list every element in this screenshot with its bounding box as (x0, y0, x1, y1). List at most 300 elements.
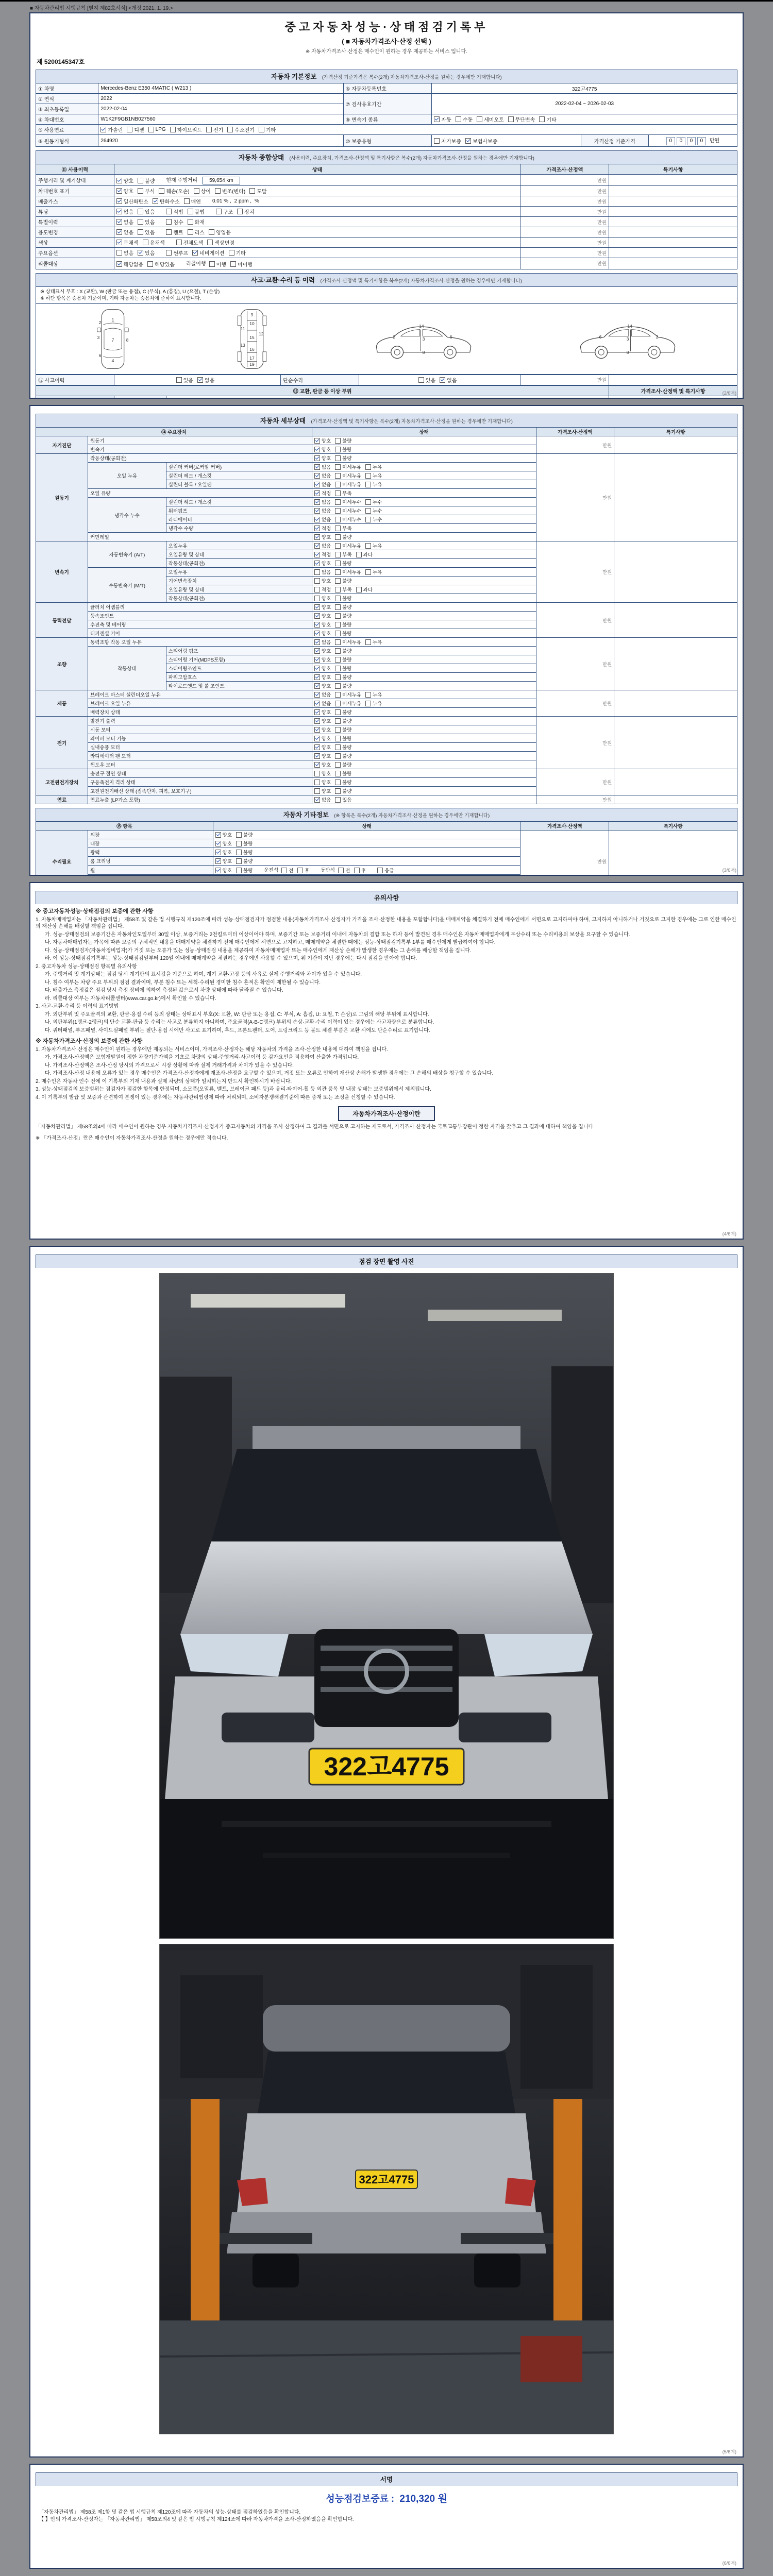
checkbox-양호[interactable] (314, 446, 331, 453)
checked-box-icon[interactable] (314, 622, 320, 628)
checked-box-icon[interactable] (314, 534, 320, 540)
unchecked-box-icon[interactable] (335, 517, 341, 522)
unchecked-box-icon[interactable] (335, 613, 341, 619)
checkbox-수소전기[interactable] (227, 126, 255, 133)
checkbox-미세누유[interactable] (335, 700, 361, 707)
checkbox-불량[interactable] (335, 735, 351, 742)
checked-box-icon[interactable] (116, 198, 122, 204)
checked-box-icon[interactable] (116, 178, 122, 183)
unchecked-box-icon[interactable] (314, 569, 320, 575)
checkbox-있음[interactable] (176, 376, 193, 384)
checkbox-불량[interactable] (335, 560, 351, 567)
checked-box-icon[interactable] (215, 832, 221, 838)
checked-box-icon[interactable] (314, 709, 320, 715)
checkbox-양호[interactable] (314, 454, 331, 462)
unchecked-box-icon[interactable] (434, 138, 440, 144)
checked-box-icon[interactable] (314, 736, 320, 741)
unchecked-box-icon[interactable] (314, 596, 320, 601)
unchecked-box-icon[interactable] (354, 868, 360, 873)
checkbox-불량[interactable] (335, 743, 351, 751)
checkbox-네비게이션[interactable] (192, 249, 224, 257)
checkbox-하이브리드[interactable] (170, 126, 202, 133)
unchecked-box-icon[interactable] (314, 771, 320, 776)
checkbox-과다[interactable] (356, 551, 373, 558)
unchecked-box-icon[interactable] (188, 219, 193, 225)
unchecked-box-icon[interactable] (335, 596, 341, 601)
checkbox-있음[interactable] (138, 208, 155, 215)
checkbox-없음[interactable] (116, 208, 133, 215)
checkbox-양호[interactable] (116, 187, 133, 195)
checkbox-불량[interactable] (335, 647, 351, 654)
checked-box-icon[interactable] (314, 561, 320, 566)
unchecked-box-icon[interactable] (508, 116, 514, 122)
checkbox-있음[interactable] (335, 796, 351, 803)
checkbox-부족[interactable] (335, 524, 351, 532)
checked-box-icon[interactable] (116, 219, 122, 225)
unchecked-box-icon[interactable] (143, 240, 148, 245)
unchecked-box-icon[interactable] (365, 482, 371, 487)
checkbox-색상변경[interactable] (207, 239, 234, 246)
checkbox-양호[interactable] (215, 857, 232, 865)
checkbox-구조[interactable] (216, 208, 233, 215)
checked-box-icon[interactable] (116, 209, 122, 214)
checkbox-누유[interactable] (365, 481, 382, 488)
unchecked-box-icon[interactable] (335, 701, 341, 706)
checkbox-디젤[interactable] (127, 126, 144, 133)
checkbox-양호[interactable] (314, 682, 331, 689)
checkbox-기타[interactable] (539, 115, 556, 123)
unchecked-box-icon[interactable] (335, 674, 341, 680)
checkbox-전[interactable] (281, 867, 293, 874)
unchecked-box-icon[interactable] (184, 198, 190, 204)
checkbox-과다[interactable] (356, 586, 373, 593)
checkbox-누유[interactable] (365, 472, 382, 479)
checkbox-양호[interactable] (314, 437, 331, 444)
checkbox-없음[interactable] (314, 507, 331, 514)
checkbox-없음[interactable] (314, 516, 331, 523)
checkbox-불량[interactable] (335, 454, 351, 462)
checkbox-미세누유[interactable] (335, 463, 361, 470)
checked-box-icon[interactable] (314, 543, 320, 549)
checked-box-icon[interactable] (314, 639, 320, 645)
checkbox-적정[interactable] (314, 524, 331, 532)
checkbox-부족[interactable] (335, 489, 351, 497)
checkbox-수동[interactable] (456, 115, 473, 123)
unchecked-box-icon[interactable] (297, 868, 303, 873)
checked-box-icon[interactable] (314, 744, 320, 750)
checked-box-icon[interactable] (192, 250, 198, 256)
checkbox-불량[interactable] (236, 849, 253, 856)
unchecked-box-icon[interactable] (166, 250, 172, 256)
checkbox-양호[interactable] (314, 770, 331, 777)
checked-box-icon[interactable] (314, 455, 320, 461)
checkbox-없음[interactable] (314, 481, 331, 488)
unchecked-box-icon[interactable] (116, 250, 122, 256)
checkbox-없음[interactable] (314, 638, 331, 646)
checkbox-전체도색[interactable] (176, 239, 204, 246)
checkbox-불량[interactable] (335, 787, 351, 794)
checkbox-양호[interactable] (314, 656, 331, 663)
unchecked-box-icon[interactable] (335, 631, 341, 636)
unchecked-box-icon[interactable] (338, 868, 344, 873)
checked-box-icon[interactable] (314, 683, 320, 689)
checked-box-icon[interactable] (314, 508, 320, 514)
unchecked-box-icon[interactable] (335, 499, 341, 505)
checkbox-불량[interactable] (335, 437, 351, 444)
checkbox-미세누유[interactable] (335, 472, 361, 479)
checked-box-icon[interactable] (434, 116, 440, 122)
checked-box-icon[interactable] (314, 613, 320, 619)
checkbox-양호[interactable] (314, 577, 331, 584)
checked-box-icon[interactable] (314, 718, 320, 724)
checkbox-불량[interactable] (335, 603, 351, 611)
checkbox-5. 라디에이터서포트(볼트체결부품)[interactable] (308, 397, 394, 399)
checkbox-변조(변타)[interactable] (215, 187, 245, 195)
checkbox-불량[interactable] (138, 177, 155, 184)
checkbox-세미오토[interactable] (477, 115, 504, 123)
checkbox-훼손(오손)[interactable] (159, 187, 189, 195)
checkbox-불량[interactable] (335, 656, 351, 663)
checkbox-침수[interactable] (166, 218, 183, 226)
checkbox-누유[interactable] (365, 463, 382, 470)
checkbox-양호[interactable] (215, 840, 232, 847)
unchecked-box-icon[interactable] (335, 639, 341, 645)
checkbox-장치[interactable] (237, 208, 254, 215)
checked-box-icon[interactable] (116, 240, 122, 245)
checkbox-누유[interactable] (365, 700, 382, 707)
checkbox-탄화수소[interactable] (153, 197, 180, 205)
checkbox-4. 트렁크 리드[interactable] (264, 397, 304, 399)
checkbox-미세누수[interactable] (335, 516, 361, 523)
checkbox-양호[interactable] (314, 560, 331, 567)
unchecked-box-icon[interactable] (209, 229, 214, 235)
checked-box-icon[interactable] (116, 188, 122, 194)
checked-box-icon[interactable] (197, 377, 203, 383)
checkbox-보험사보증[interactable] (465, 137, 497, 145)
checked-box-icon[interactable] (314, 631, 320, 636)
checkbox-양호[interactable] (314, 717, 331, 724)
unchecked-box-icon[interactable] (335, 648, 341, 654)
checked-box-icon[interactable] (314, 762, 320, 768)
unchecked-box-icon[interactable] (335, 464, 341, 470)
checkbox-양호[interactable] (314, 612, 331, 619)
checkbox-양호[interactable] (314, 735, 331, 742)
checkbox-적정[interactable] (314, 586, 331, 593)
checked-box-icon[interactable] (314, 692, 320, 698)
checked-box-icon[interactable] (215, 850, 221, 855)
unchecked-box-icon[interactable] (335, 438, 341, 444)
checkbox-불량[interactable] (335, 682, 351, 689)
checkbox-있음[interactable] (138, 249, 155, 257)
checkbox-기타[interactable] (259, 126, 276, 133)
unchecked-box-icon[interactable] (335, 657, 341, 663)
checkbox-해당있음[interactable] (147, 260, 175, 268)
checkbox-불량[interactable] (236, 867, 253, 874)
checkbox-양호[interactable] (314, 743, 331, 751)
unchecked-box-icon[interactable] (159, 188, 164, 194)
unchecked-box-icon[interactable] (236, 832, 242, 838)
checkbox-2. 프론트펜더[interactable] (195, 397, 233, 399)
unchecked-box-icon[interactable] (314, 587, 320, 592)
checkbox-후[interactable] (354, 867, 366, 874)
unchecked-box-icon[interactable] (314, 788, 320, 794)
checkbox-일산화탄소[interactable] (116, 197, 148, 205)
checkbox-전[interactable] (338, 867, 350, 874)
unchecked-box-icon[interactable] (147, 261, 153, 267)
checkbox-양호[interactable] (314, 603, 331, 611)
unchecked-box-icon[interactable] (236, 850, 242, 855)
checkbox-이행[interactable] (209, 260, 226, 268)
unchecked-box-icon[interactable] (335, 604, 341, 610)
unchecked-box-icon[interactable] (335, 622, 341, 628)
checkbox-양호[interactable] (314, 630, 331, 637)
checkbox-양호[interactable] (116, 177, 133, 184)
unchecked-box-icon[interactable] (335, 490, 341, 496)
checkbox-자동[interactable] (434, 115, 451, 123)
unchecked-box-icon[interactable] (188, 209, 193, 214)
unchecked-box-icon[interactable] (195, 398, 201, 399)
unchecked-box-icon[interactable] (209, 261, 215, 267)
checkbox-양호[interactable] (314, 787, 331, 794)
checkbox-불량[interactable] (335, 621, 351, 628)
unchecked-box-icon[interactable] (138, 178, 143, 183)
unchecked-box-icon[interactable] (170, 127, 176, 132)
checkbox-없음[interactable] (314, 463, 331, 470)
checked-box-icon[interactable] (314, 648, 320, 654)
checkbox-누유[interactable] (365, 638, 382, 646)
unchecked-box-icon[interactable] (194, 188, 199, 194)
unchecked-box-icon[interactable] (335, 718, 341, 724)
checked-box-icon[interactable] (314, 797, 320, 803)
unchecked-box-icon[interactable] (308, 398, 313, 399)
unchecked-box-icon[interactable] (335, 447, 341, 452)
checkbox-불량[interactable] (335, 752, 351, 759)
checkbox-미세누수[interactable] (335, 507, 361, 514)
checkbox-미세누유[interactable] (335, 542, 361, 549)
checkbox-불량[interactable] (335, 761, 351, 768)
checked-box-icon[interactable] (153, 198, 158, 204)
checkbox-양호[interactable] (215, 831, 232, 838)
checkbox-적정[interactable] (314, 551, 331, 558)
checkbox-후[interactable] (297, 867, 309, 874)
checkbox-무채색[interactable] (116, 239, 139, 246)
unchecked-box-icon[interactable] (365, 464, 371, 470)
checkbox-자가보증[interactable] (434, 137, 461, 145)
checkbox-없음[interactable] (314, 498, 331, 505)
unchecked-box-icon[interactable] (138, 229, 143, 235)
checkbox-없음[interactable] (314, 700, 331, 707)
unchecked-box-icon[interactable] (335, 473, 341, 479)
checkbox-양호[interactable] (314, 778, 331, 786)
unchecked-box-icon[interactable] (456, 116, 461, 122)
unchecked-box-icon[interactable] (335, 692, 341, 698)
checked-box-icon[interactable] (314, 674, 320, 680)
unchecked-box-icon[interactable] (335, 666, 341, 671)
unchecked-box-icon[interactable] (539, 116, 545, 122)
unchecked-box-icon[interactable] (215, 188, 221, 194)
unchecked-box-icon[interactable] (365, 639, 371, 645)
unchecked-box-icon[interactable] (365, 517, 371, 522)
unchecked-box-icon[interactable] (169, 398, 174, 399)
checkbox-양호[interactable] (314, 621, 331, 628)
unchecked-box-icon[interactable] (335, 578, 341, 584)
unchecked-box-icon[interactable] (138, 188, 143, 194)
checkbox-불량[interactable] (236, 831, 253, 838)
checkbox-누유[interactable] (365, 568, 382, 575)
checked-box-icon[interactable] (215, 858, 221, 864)
checked-box-icon[interactable] (314, 517, 320, 522)
checkbox-누수[interactable] (365, 498, 382, 505)
unchecked-box-icon[interactable] (365, 508, 371, 514)
checkbox-불법[interactable] (188, 208, 205, 215)
checkbox-불량[interactable] (335, 577, 351, 584)
checked-box-icon[interactable] (314, 490, 320, 496)
checkbox-전기[interactable] (206, 126, 223, 133)
checkbox-미이행[interactable] (230, 260, 253, 268)
checked-box-icon[interactable] (314, 526, 320, 531)
checked-box-icon[interactable] (465, 138, 471, 144)
checkbox-상이[interactable] (194, 187, 211, 195)
checked-box-icon[interactable] (215, 868, 221, 873)
checkbox-미세누수[interactable] (335, 498, 361, 505)
checked-box-icon[interactable] (440, 377, 445, 383)
checkbox-없음[interactable] (314, 691, 331, 698)
unchecked-box-icon[interactable] (166, 219, 172, 225)
checkbox-리스[interactable] (188, 228, 205, 236)
checkbox-없음[interactable] (314, 542, 331, 549)
unchecked-box-icon[interactable] (176, 240, 182, 245)
unchecked-box-icon[interactable] (227, 127, 233, 132)
unchecked-box-icon[interactable] (148, 127, 154, 132)
checkbox-응급[interactable] (377, 867, 394, 874)
checkbox-없음[interactable] (314, 796, 331, 803)
checkbox-없음[interactable] (314, 568, 331, 575)
checkbox-1. 후드[interactable] (169, 397, 191, 399)
checked-box-icon[interactable] (100, 127, 106, 132)
checkbox-불량[interactable] (335, 778, 351, 786)
checkbox-양호[interactable] (314, 708, 331, 716)
unchecked-box-icon[interactable] (281, 868, 287, 873)
checked-box-icon[interactable] (215, 841, 221, 846)
checkbox-없음[interactable] (197, 376, 214, 384)
unchecked-box-icon[interactable] (335, 455, 341, 461)
unchecked-box-icon[interactable] (216, 209, 222, 214)
checkbox-썬루프[interactable] (166, 249, 188, 257)
unchecked-box-icon[interactable] (335, 587, 341, 592)
unchecked-box-icon[interactable] (264, 398, 270, 399)
checked-box-icon[interactable] (314, 753, 320, 759)
checkbox-양호[interactable] (215, 849, 232, 856)
unchecked-box-icon[interactable] (335, 709, 341, 715)
checkbox-불량[interactable] (236, 840, 253, 847)
unchecked-box-icon[interactable] (166, 229, 172, 235)
checkbox-불량[interactable] (335, 673, 351, 681)
checkbox-불량[interactable] (335, 595, 351, 602)
unchecked-box-icon[interactable] (335, 797, 341, 803)
unchecked-box-icon[interactable] (335, 561, 341, 566)
checkbox-있음[interactable] (138, 218, 155, 226)
checkbox-미세누유[interactable] (335, 568, 361, 575)
unchecked-box-icon[interactable] (335, 508, 341, 514)
checked-box-icon[interactable] (116, 261, 122, 267)
checkbox-없음[interactable] (116, 228, 133, 236)
unchecked-box-icon[interactable] (238, 398, 243, 399)
checkbox-불량[interactable] (335, 533, 351, 540)
checkbox-없음[interactable] (440, 376, 457, 384)
checked-box-icon[interactable] (314, 499, 320, 505)
unchecked-box-icon[interactable] (314, 578, 320, 584)
checked-box-icon[interactable] (314, 666, 320, 671)
unchecked-box-icon[interactable] (335, 762, 341, 768)
unchecked-box-icon[interactable] (335, 482, 341, 487)
checkbox-유채색[interactable] (143, 239, 165, 246)
unchecked-box-icon[interactable] (335, 534, 341, 540)
unchecked-box-icon[interactable] (230, 261, 236, 267)
checkbox-가솔린[interactable] (100, 126, 123, 133)
unchecked-box-icon[interactable] (477, 116, 482, 122)
checkbox-화재[interactable] (188, 218, 205, 226)
checkbox-미세누유[interactable] (335, 481, 361, 488)
unchecked-box-icon[interactable] (138, 209, 143, 214)
checkbox-양호[interactable] (314, 647, 331, 654)
checkbox-LPG[interactable] (148, 127, 166, 132)
checkbox-부식[interactable] (138, 187, 155, 195)
checked-box-icon[interactable] (314, 447, 320, 452)
unchecked-box-icon[interactable] (335, 683, 341, 689)
checkbox-불량[interactable] (335, 665, 351, 672)
unchecked-box-icon[interactable] (335, 779, 341, 785)
checkbox-불량[interactable] (335, 630, 351, 637)
checkbox-양호[interactable] (314, 595, 331, 602)
unchecked-box-icon[interactable] (259, 127, 264, 132)
checked-box-icon[interactable] (314, 552, 320, 557)
checkbox-불량[interactable] (335, 446, 351, 453)
checkbox-매연[interactable] (184, 197, 201, 205)
unchecked-box-icon[interactable] (365, 473, 371, 479)
checked-box-icon[interactable] (314, 464, 320, 470)
checked-box-icon[interactable] (314, 701, 320, 706)
checkbox-있음[interactable] (138, 228, 155, 236)
checkbox-있음[interactable] (418, 376, 435, 384)
unchecked-box-icon[interactable] (236, 868, 242, 873)
checkbox-양호[interactable] (314, 752, 331, 759)
checkbox-양호[interactable] (314, 665, 331, 672)
unchecked-box-icon[interactable] (365, 692, 371, 698)
checkbox-부족[interactable] (335, 551, 351, 558)
checkbox-해당없음[interactable] (116, 260, 144, 268)
checkbox-불량[interactable] (335, 726, 351, 733)
unchecked-box-icon[interactable] (365, 569, 371, 575)
unchecked-box-icon[interactable] (207, 240, 213, 245)
unchecked-box-icon[interactable] (314, 779, 320, 785)
unchecked-box-icon[interactable] (127, 127, 132, 132)
unchecked-box-icon[interactable] (188, 229, 193, 235)
checked-box-icon[interactable] (314, 438, 320, 444)
checked-box-icon[interactable] (314, 657, 320, 663)
unchecked-box-icon[interactable] (236, 841, 242, 846)
checkbox-불량[interactable] (236, 857, 253, 865)
unchecked-box-icon[interactable] (356, 587, 362, 592)
checkbox-누수[interactable] (365, 507, 382, 514)
unchecked-box-icon[interactable] (335, 727, 341, 733)
unchecked-box-icon[interactable] (229, 250, 234, 256)
checked-box-icon[interactable] (138, 250, 143, 256)
checked-box-icon[interactable] (314, 604, 320, 610)
unchecked-box-icon[interactable] (176, 377, 182, 383)
checkbox-없음[interactable] (116, 218, 133, 226)
unchecked-box-icon[interactable] (335, 543, 341, 549)
checkbox-적정[interactable] (314, 489, 331, 497)
